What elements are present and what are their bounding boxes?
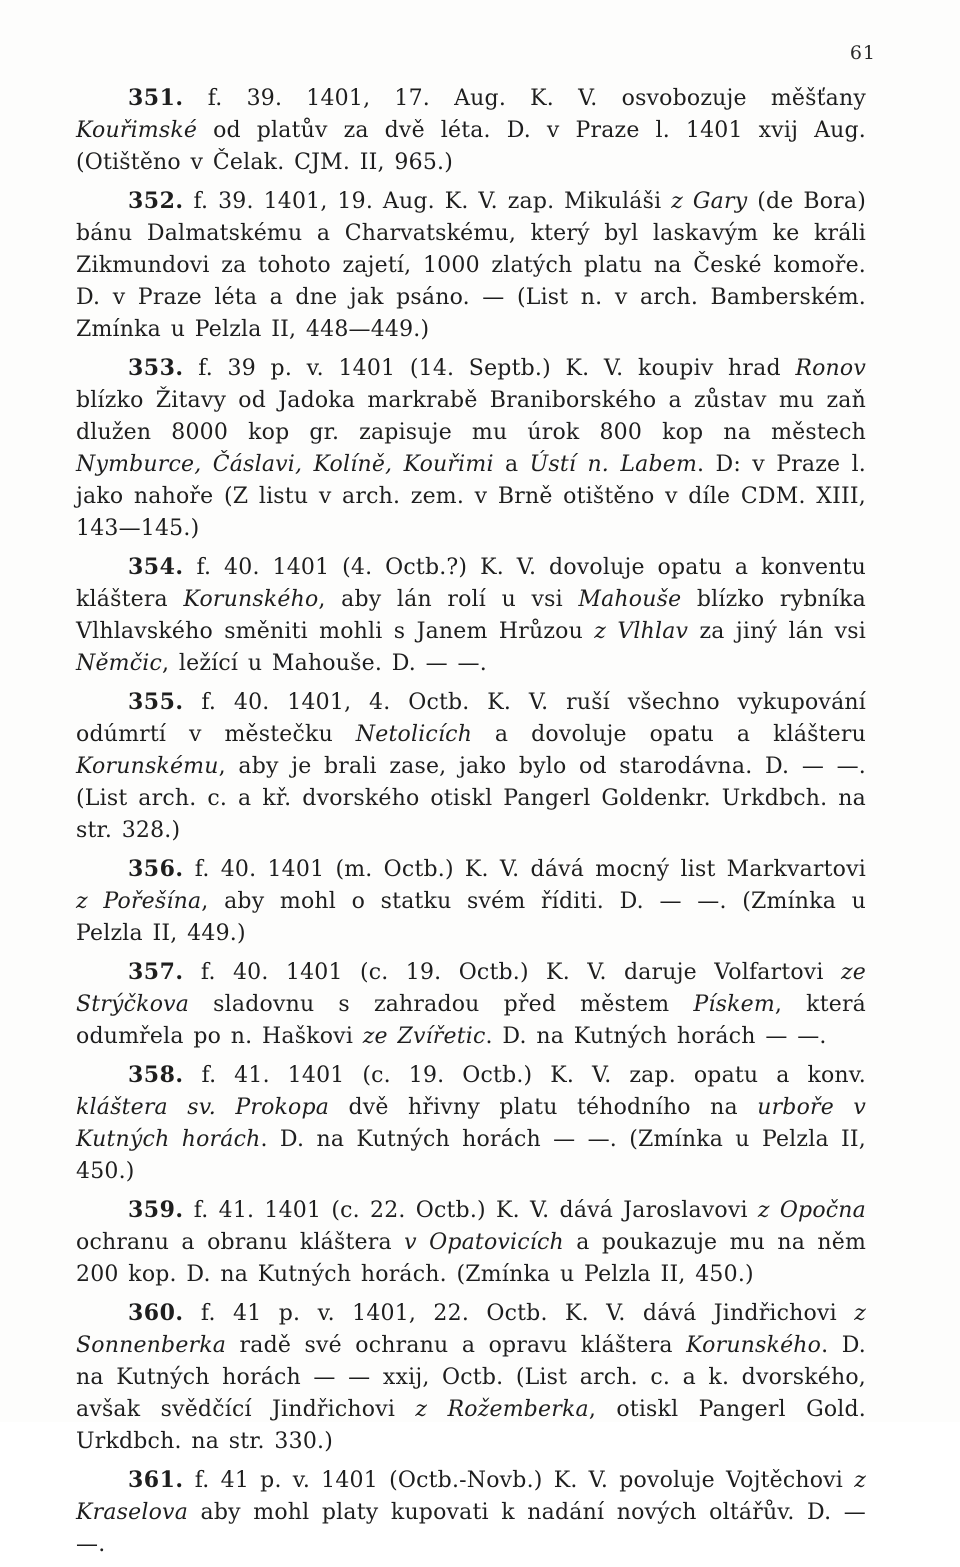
entry-text: za jiný lán vsi: [688, 619, 867, 644]
entry-number: 353.: [128, 355, 184, 381]
entry-text: radě své ochranu a opravu kláštera: [226, 1333, 687, 1358]
entry-text-italic: kláštera sv. Prokopa: [76, 1095, 330, 1120]
entry-text: f. 41. 1401 (c. 22. Octb.) K. V. dává Jaroslavovi: [183, 1198, 758, 1223]
entry-text-italic: v Opatovicích: [404, 1230, 564, 1255]
entry-text-italic: Němčic: [76, 651, 163, 676]
entry-359: [76, 1194, 866, 1291]
entry-number: 357.: [128, 959, 184, 985]
entry-text: blízko rybníka Vlhlavského směniti mohli s Janem Hrůzou: [76, 587, 866, 644]
entry-text: od platův za dvě léta. D. v Praze l. 1401 xvij Aug. (Otištěno v Čelak. CJM. II, 965.): [76, 118, 866, 175]
entry-text: blízko Žitavy od Jadoka markrabě Braniborského a zůstav mu zaň dlužen 8000 kop gr. zapisuje mu úrok 800 kop na městech: [76, 388, 866, 445]
entry-text: dvě hřivny platu téhodního na: [329, 1095, 758, 1120]
entry-text: aby mohl platy kupovati k nadání nových oltářův. D. — —.: [76, 1500, 866, 1557]
entry-text: f. 40. 1401 (c. 19. Octb.) K. V. daruje Volfartovi: [183, 960, 841, 985]
page-number: 61: [849, 42, 876, 64]
entry-number: 356.: [128, 856, 184, 882]
entry-text-italic: Kouřimské: [76, 118, 198, 143]
entry-text-italic: z Vlhlav: [594, 619, 689, 644]
entry-text: f. 40. 1401 (4. Octb.?) K. V. dovoluje opatu a konventu kláštera: [76, 555, 866, 612]
entry-355: [76, 686, 866, 847]
entry-number: 351.: [128, 85, 184, 111]
entry-text: f. 41 p. v. 1401, 22. Octb. K. V. dává Jindřichovi: [183, 1301, 855, 1326]
entry-text: . D. na Kutných horách — — xxij, Octb. (List arch. c. a k. dvorského, avšak svědčící Jindřichovi: [76, 1333, 866, 1422]
entry-text: sladovnu s zahradou před městem: [189, 992, 694, 1017]
entry-text: , aby mohl o statku svém říditi. D. — —. (Zmínka u Pelzla II, 449.): [76, 889, 866, 946]
entry-number: 358.: [128, 1062, 184, 1088]
entry-number: 359.: [128, 1197, 184, 1223]
entry-text-italic: z Sonnenberka: [76, 1301, 866, 1358]
entry-text: f. 40. 1401, 4. Octb. K. V. ruší všechno vykupování odúmrtí v městečku: [76, 690, 866, 747]
entry-text-italic: ze Strýčkova: [76, 960, 866, 1017]
entry-text: . D. na Kutných horách — —. (Zmínka u Pelzla II, 450.): [76, 1127, 866, 1184]
entry-text: f. 40. 1401 (m. Octb.) K. V. dává mocný list Markvartovi: [183, 857, 866, 882]
entry-number: 361.: [128, 1467, 184, 1493]
entry-text-italic: Korunského: [686, 1333, 822, 1358]
entry-text-italic: Pískem: [693, 992, 775, 1017]
entry-text: a: [493, 452, 530, 477]
entry-text: f. 39 p. v. 1401 (14. Septb.) K. V. koupiv hrad: [183, 356, 796, 381]
entry-357: [76, 956, 866, 1053]
entry-number: 355.: [128, 689, 184, 715]
entry-361: [76, 1464, 866, 1561]
entry-text-italic: Korunskému: [76, 754, 219, 779]
entry-text-italic: Netolicích: [355, 722, 473, 747]
entry-354: [76, 551, 866, 680]
entry-356: [76, 853, 866, 950]
entries-list: [76, 82, 866, 1567]
entry-353: [76, 352, 866, 545]
entry-text-italic: urboře v Kutných horách: [76, 1095, 866, 1152]
entry-text: . D: v Praze l. jako nahoře (Z listu v arch. zem. v Brně otištěno v díle CDM. XIII, 143—145.): [76, 452, 867, 541]
entry-358: [76, 1059, 866, 1188]
entry-number: 352.: [128, 188, 184, 214]
entry-text-italic: z Kraselova: [76, 1468, 866, 1525]
entry-text: ochranu a obranu kláštera: [76, 1230, 405, 1255]
entry-text-italic: z Gary: [671, 189, 748, 214]
entry-text-italic: ze Zvířetic: [362, 1024, 486, 1049]
entry-text: a poukazuje mu na něm 200 kop. D. na Kutných horách. (Zmínka u Pelzla II, 450.): [76, 1230, 867, 1287]
entry-352: [76, 185, 866, 346]
entry-text-italic: z Rožemberka: [415, 1397, 589, 1422]
entry-text: f. 39. 1401, 19. Aug. K. V. zap. Mikuláši: [183, 189, 672, 214]
entry-text: a dovoluje opatu a klášteru: [472, 722, 866, 747]
entry-text-italic: Nymburce, Čáslavi, Kolíně, Kouřimi: [76, 452, 494, 477]
entry-text: f. 39. 1401, 17. Aug. K. V. osvobozuje měšťany: [183, 86, 866, 111]
entry-text: f. 41. 1401 (c. 19. Octb.) K. V. zap. opatu a konv.: [183, 1063, 866, 1088]
entry-text-italic: Ústí n. Labem: [529, 452, 698, 477]
entry-text: (de Bora) bánu Dalmatskému a Charvatskému, který byl laskavým ke králi Zikmundovi za tohoto zajetí, 1000 zlatých platu na České komoře. D. v Praze léta a dne jak psáno. — (List n. v arch. Bamberském. Zmínka u Pelzla II, 448—449.): [76, 189, 866, 342]
entry-number: 354.: [128, 554, 184, 580]
entry-number: 360.: [128, 1300, 184, 1326]
entry-text: , aby lán rolí u vsi: [318, 587, 579, 612]
entry-text: , aby je brali zase, jako bylo od starodávna. D. — —. (List arch. c. a kř. dvorského otiskl Pangerl Goldenkr. Urkdbch. na str. 328.): [76, 754, 866, 843]
entry-text-italic: Mahouše: [578, 587, 682, 612]
entry-text: , ležící u Mahouše. D. — —.: [162, 651, 487, 676]
entry-text: , otiskl Pangerl Gold. Urkdbch. na str. 330.): [76, 1397, 867, 1454]
entry-text-italic: Ronov: [795, 356, 866, 381]
entry-text: , která odumřela po n. Haškovi: [76, 992, 866, 1049]
entry-text-italic: z Pořešína: [76, 889, 202, 914]
entry-text-italic: z Opočna: [757, 1198, 866, 1223]
entry-text: . D. na Kutných horách — —.: [485, 1024, 827, 1049]
entry-351: [76, 82, 866, 179]
entry-text-italic: Korunského: [183, 587, 319, 612]
entry-text: f. 41 p. v. 1401 (Octb.-Novb.) K. V. povoluje Vojtěchovi: [183, 1468, 855, 1493]
entry-360: [76, 1297, 866, 1458]
